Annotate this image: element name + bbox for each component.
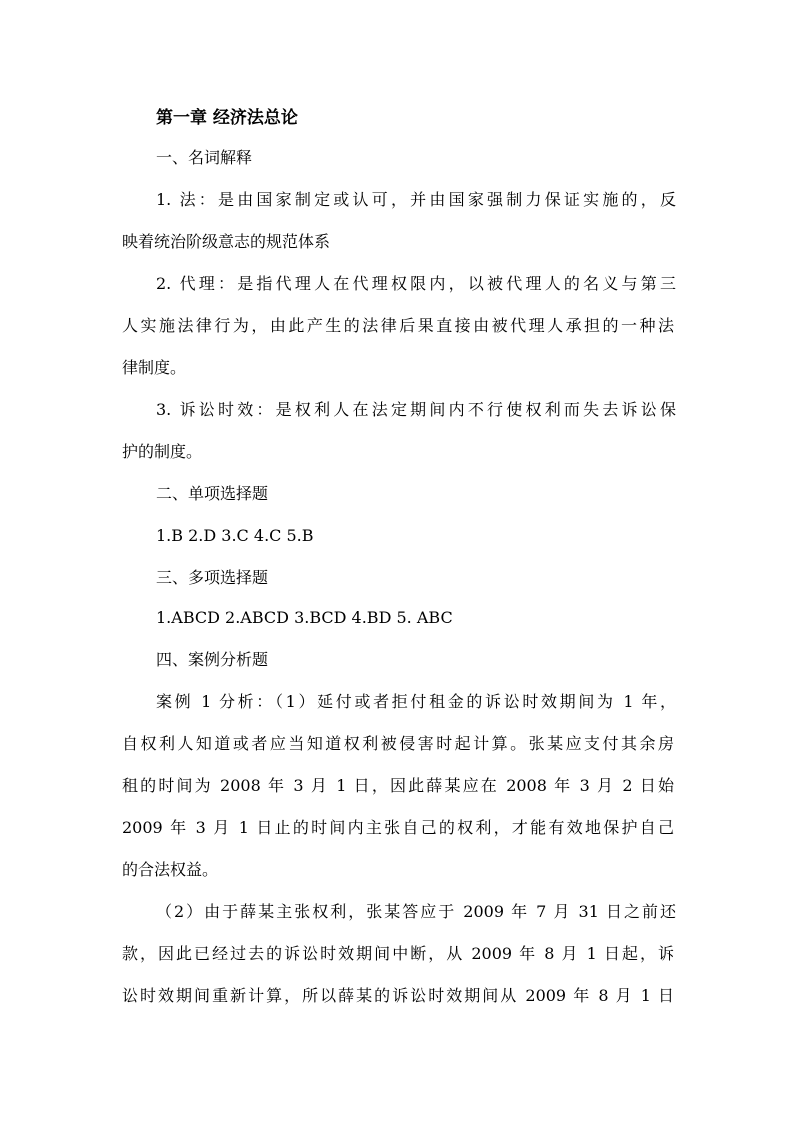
case-1-line-1: 案例 1 分析：（1）延付或者拒付租金的诉讼时效期间为 1 年， xyxy=(156,692,676,711)
definition-3-line-1: 3. 诉讼时效：是权利人在法定期间内不行使权利而失去诉讼保 xyxy=(156,400,676,419)
definitions-heading: 一、名词解释 xyxy=(156,148,253,167)
case-1-part-2-line-3: 讼时效期间重新计算，所以薛某的诉讼时效期间从 2009 年 8 月 1 日 xyxy=(122,986,674,1005)
definition-3-line-2: 护的制度。 xyxy=(122,442,203,461)
definition-1-line-2: 映着统治阶级意志的规范体系 xyxy=(122,232,331,251)
case-1-line-4: 2009 年 3 月 1 日止的时间内主张自己的权利，才能有效地保护自己 xyxy=(122,818,674,837)
definition-2-line-3: 律制度。 xyxy=(122,358,187,377)
multi-choice-answers: 1.ABCD 2.ABCD 3.BCD 4.BD 5. ABC xyxy=(156,608,453,627)
single-choice-answers: 1.B 2.D 3.C 4.C 5.B xyxy=(156,526,314,545)
definition-2-line-1: 2. 代理：是指代理人在代理权限内，以被代理人的名义与第三 xyxy=(156,274,676,293)
case-1-line-3: 租的时间为 2008 年 3 月 1 日，因此薛某应在 2008 年 3 月 2 日始 xyxy=(122,776,674,795)
multi-choice-heading: 三、多项选择题 xyxy=(156,568,269,587)
case-1-part-2-line-2: 款，因此已经过去的诉讼时效期间中断，从 2009 年 8 月 1 日起，诉 xyxy=(122,944,674,963)
single-choice-heading: 二、单项选择题 xyxy=(156,484,269,503)
definition-1-line-1: 1. 法：是由国家制定或认可，并由国家强制力保证实施的，反 xyxy=(156,190,676,209)
case-1-part-2-line-1: （2）由于薛某主张权利，张某答应于 2009 年 7 月 31 日之前还 xyxy=(156,902,676,921)
case-1-line-2: 自权利人知道或者应当知道权利被侵害时起计算。张某应支付其余房 xyxy=(122,734,674,753)
definition-2-line-2: 人实施法律行为，由此产生的法律后果直接由被代理人承担的一种法 xyxy=(122,316,674,335)
case-analysis-heading: 四、案例分析题 xyxy=(156,650,269,669)
chapter-title: 第一章 经济法总论 xyxy=(156,108,298,128)
case-1-line-5: 的合法权益。 xyxy=(122,860,219,879)
